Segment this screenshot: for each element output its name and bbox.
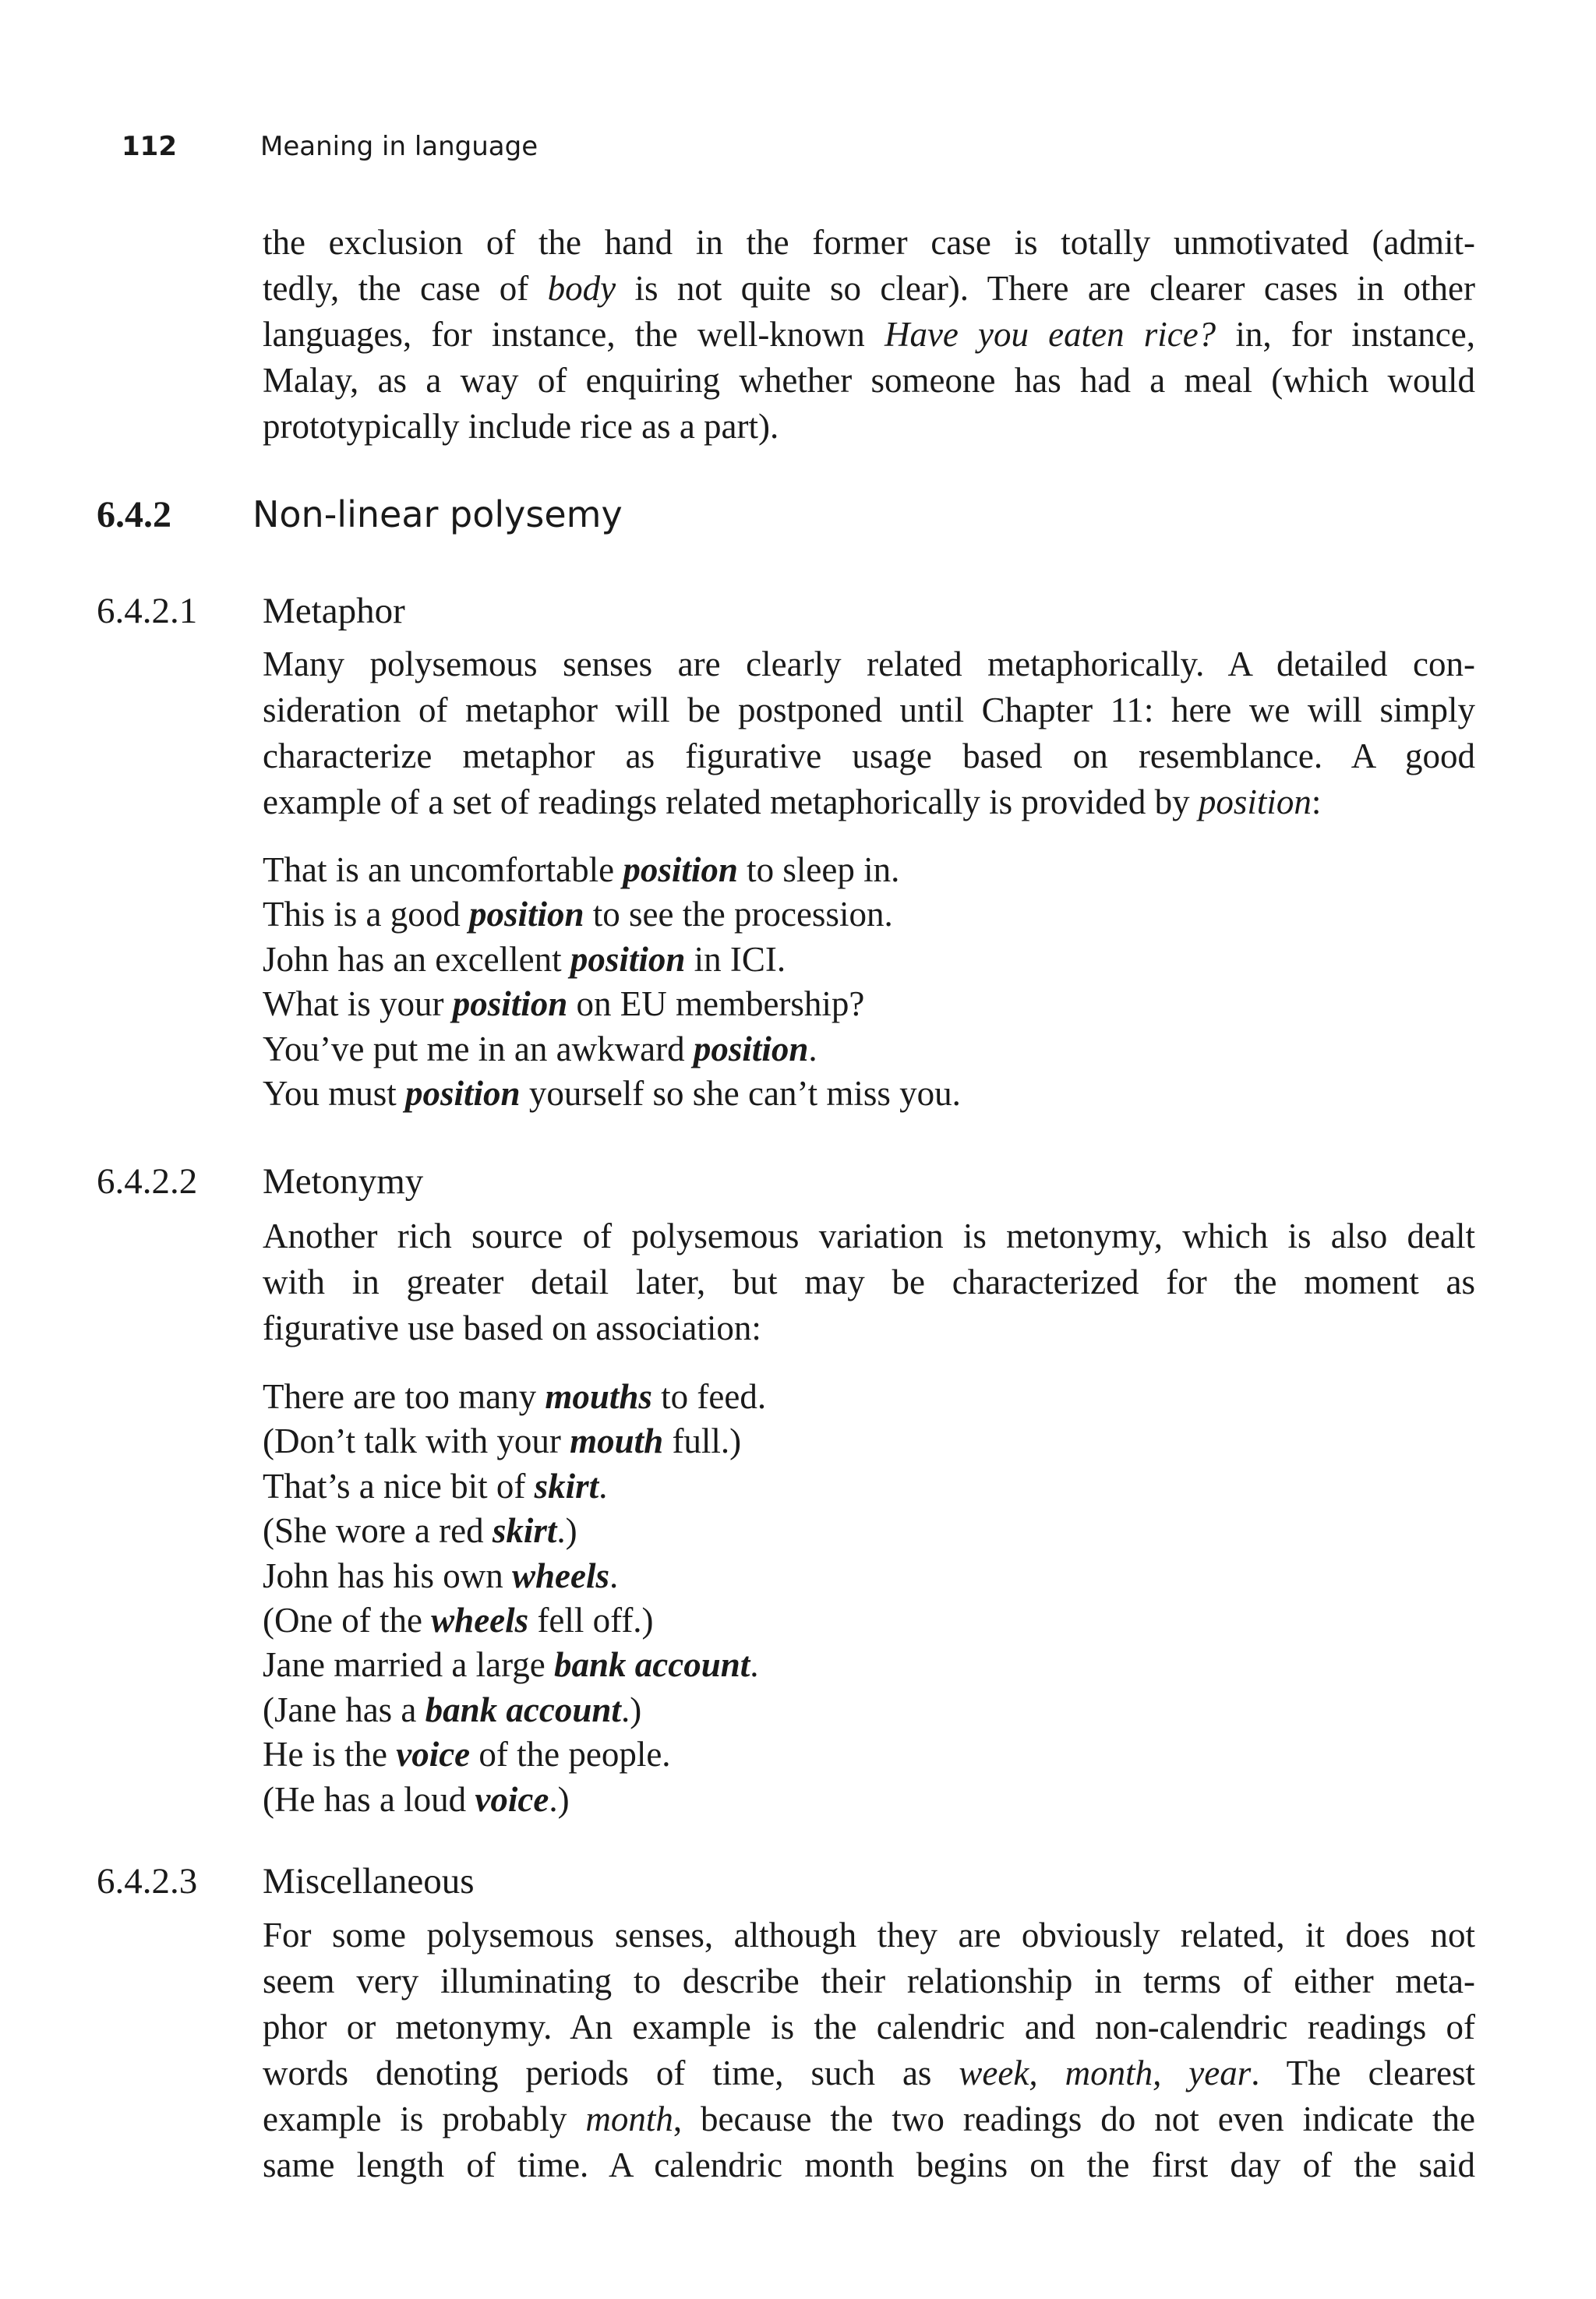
example-sentence: (Don’t talk with your mouth full.) <box>263 1421 742 1461</box>
italic-term: position <box>1198 782 1312 821</box>
text-line: Another rich source of polysemous variation is metonymy, which is also dealt <box>263 1217 1475 1255</box>
subsection-title: Metaphor <box>263 591 405 631</box>
text-line: the exclusion of the hand in the former case is totally unmotivated (admit- <box>263 223 1475 262</box>
metaphor-paragraph <box>263 641 1475 825</box>
subsection-number: 6.4.2.2 <box>97 1161 198 1202</box>
example-sentence: You must position yourself so she can’t miss you. <box>263 1074 961 1114</box>
example-sentence: That is an uncomfortable position to sleep in. <box>263 850 900 889</box>
italic-phrase: Have you eaten rice? <box>884 315 1216 354</box>
section-heading <box>97 493 623 537</box>
example-sentence: That’s a nice bit of skirt. <box>263 1466 608 1506</box>
text-line: For some polysemous senses, although they are obviously related, it does not <box>263 1916 1475 1955</box>
subsection-number: 6.4.2.3 <box>97 1861 198 1902</box>
text-line: same length of time. A calendric month begins on the first day of the said <box>263 2145 1475 2184</box>
example-sentence: (She wore a red skirt.) <box>263 1511 577 1551</box>
text-line: characterize metaphor as figurative usage based on resemblance. A good <box>263 736 1475 775</box>
example-sentence: John has an excellent position in ICI. <box>263 939 786 979</box>
metonymy-examples <box>263 1375 766 1822</box>
example-sentence: (He has a loud voice.) <box>263 1779 570 1819</box>
example-sentence: There are too many mouths to feed. <box>263 1377 767 1416</box>
text-line: figurative use based on association: <box>263 1308 761 1347</box>
italic-term: body <box>547 269 616 308</box>
page-number: 112 <box>122 131 177 162</box>
example-sentence: He is the voice of the people. <box>263 1735 671 1775</box>
section-title: Non-linear polysemy <box>252 493 623 535</box>
example-sentence: This is a good position to see the procession. <box>263 895 893 934</box>
example-sentence: (Jane has a bank account.) <box>263 1690 642 1729</box>
metaphor-examples <box>263 848 961 1116</box>
example-sentence: John has his own wheels. <box>263 1556 619 1595</box>
section-number: 6.4.2 <box>97 494 171 535</box>
intro-paragraph <box>263 220 1475 450</box>
italic-terms: week, month, year <box>959 2054 1252 2092</box>
subsection-heading-metonymy <box>97 1160 423 1203</box>
text-line: seem very illuminating to describe their relationship in terms of either meta- <box>263 1962 1475 2001</box>
subsection-title: Metonymy <box>263 1161 424 1202</box>
text-line: Malay, as a way of enquiring whether someone has had a meal (which would <box>263 361 1475 400</box>
example-sentence: (One of the wheels fell off.) <box>263 1601 654 1640</box>
running-head <box>122 131 538 162</box>
text-line: tedly, the case of body is not quite so clear). There are clearer cases in other <box>263 269 1475 308</box>
text-line: example is probably month, because the two readings do not even indicate the <box>263 2099 1475 2138</box>
miscellaneous-paragraph <box>263 1912 1475 2188</box>
text-line: with in greater detail later, but may be characterized for the moment as <box>263 1263 1475 1301</box>
subsection-title: Miscellaneous <box>263 1861 475 1902</box>
running-head-title: Meaning in language <box>260 131 538 162</box>
subsection-heading-miscellaneous <box>97 1859 475 1903</box>
example-sentence: You’ve put me in an awkward position. <box>263 1029 817 1068</box>
example-sentence: What is your position on EU membership? <box>263 984 865 1024</box>
text-line: sideration of metaphor will be postponed until Chapter 11: here we will simply <box>263 690 1475 729</box>
text-line: Many polysemous senses are clearly related metaphorically. A detailed con- <box>263 644 1475 683</box>
metonymy-paragraph <box>263 1213 1475 1351</box>
example-sentence: Jane married a large bank account. <box>263 1645 759 1685</box>
text-line: prototypically include rice as a part). <box>263 407 779 446</box>
text-line: languages, for instance, the well-known Have you eaten rice? in, for instance, <box>263 315 1475 354</box>
text-line: words denoting periods of time, such as week, month, year. The clearest <box>263 2054 1475 2092</box>
italic-term: month <box>585 2099 673 2138</box>
subsection-heading-metaphor <box>97 589 405 633</box>
text-line: example of a set of readings related metaphorically is provided by position: <box>263 782 1322 821</box>
subsection-number: 6.4.2.1 <box>97 591 198 631</box>
text-line: phor or metonymy. An example is the calendric and non-calendric readings of <box>263 2008 1475 2046</box>
